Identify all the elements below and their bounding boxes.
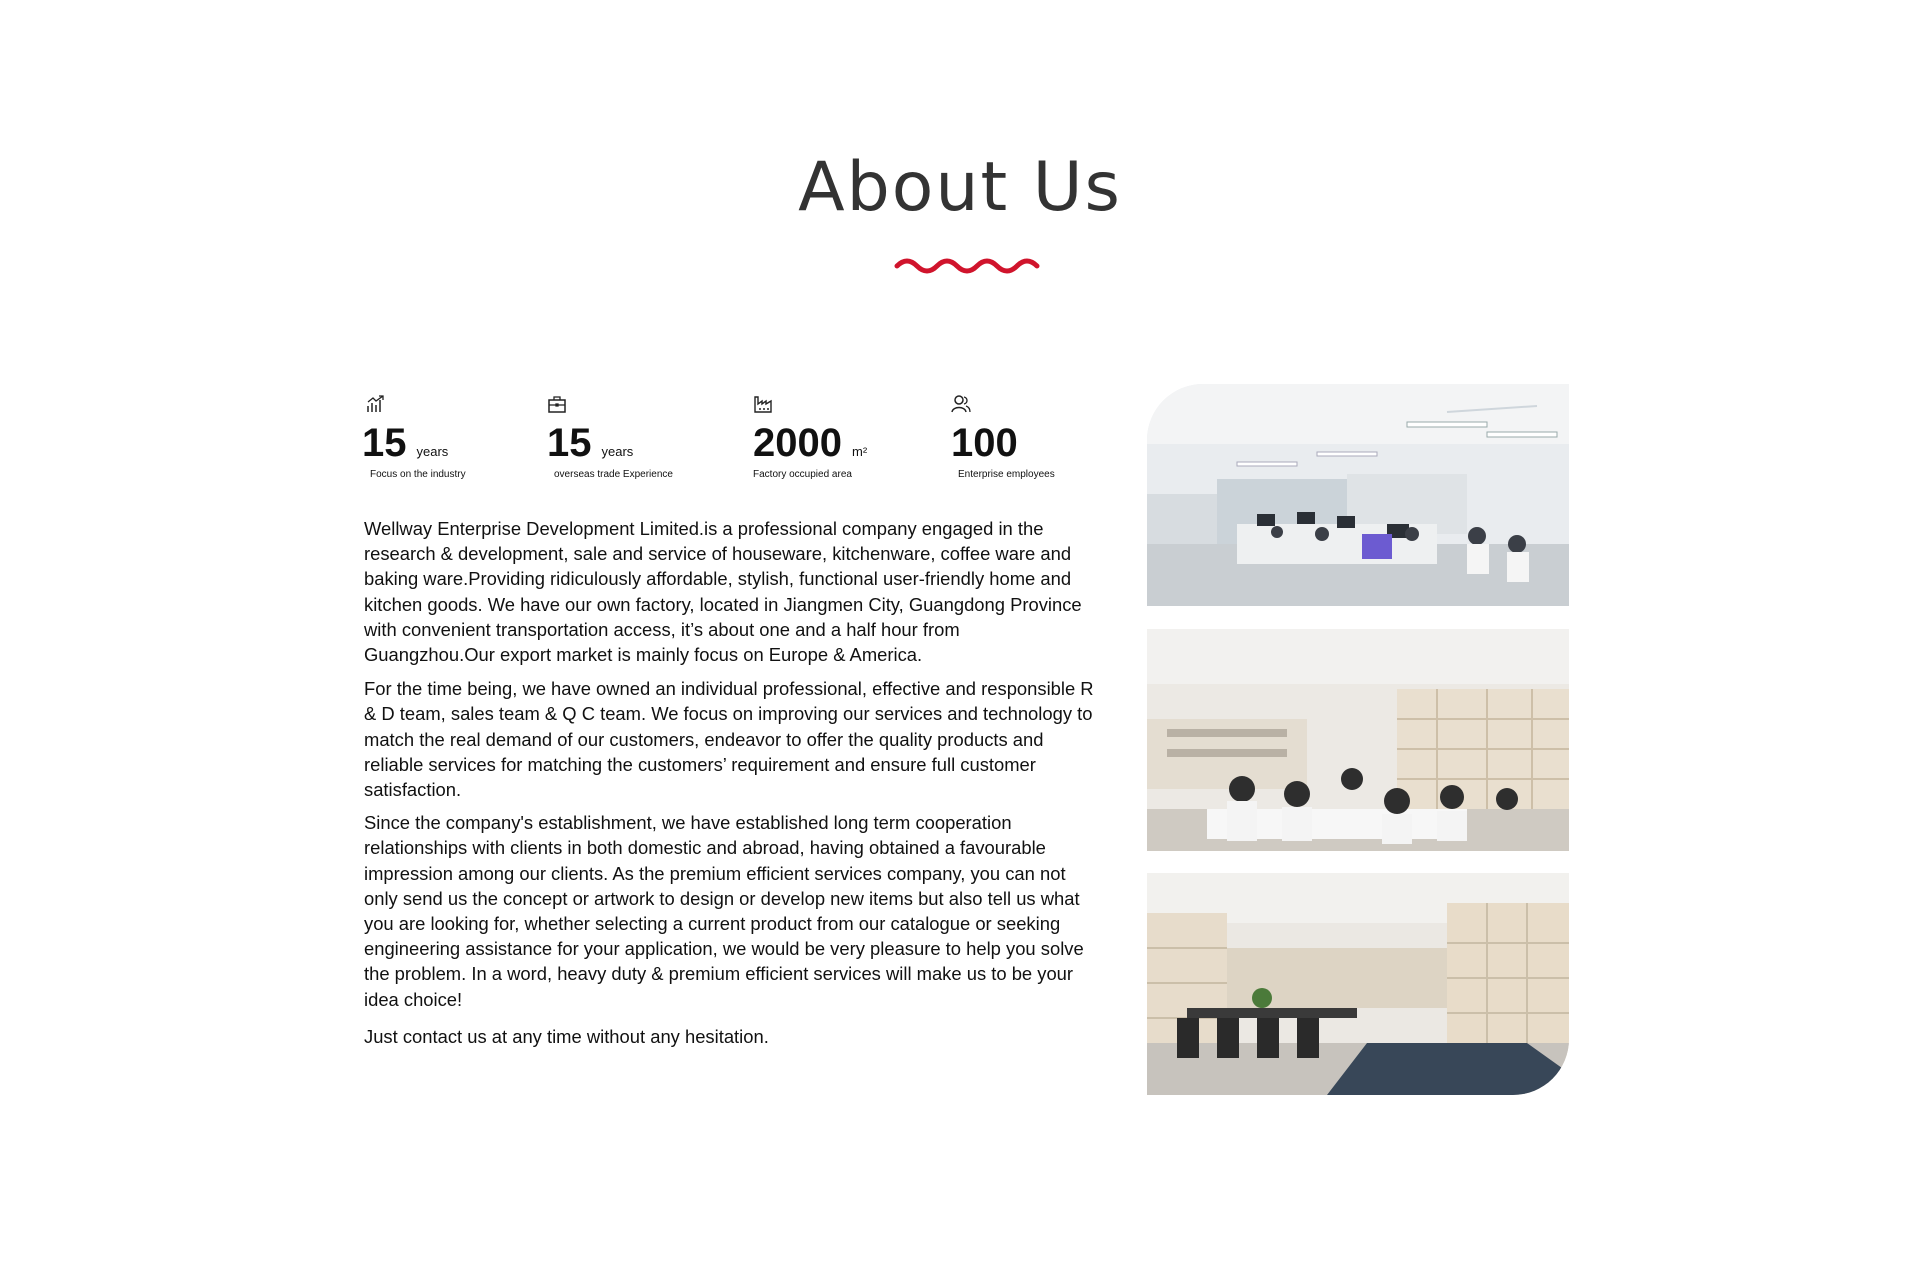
stat-unit: years bbox=[601, 444, 634, 459]
stat-value: 100 bbox=[951, 421, 1018, 465]
about-paragraph: Wellway Enterprise Development Limited.is a professional company engaged in the research & development, sale and service of houseware, kitchenware, coffee ware and baking ware.Providing ridiculously affordable, stylish, functional user-friendly home and kitchen goods. We have our own factory, located in Jiangmen City, Guangdong Province with convenient transportation access, it’s about one and a half hour from Guangzhou.Our export market is mainly focus on Europe & America. bbox=[364, 518, 1082, 666]
showroom-photo bbox=[1147, 629, 1569, 851]
stat-caption: Factory occupied area bbox=[753, 469, 852, 480]
stat-caption: Enterprise employees bbox=[958, 469, 1055, 480]
about-text bbox=[364, 516, 1094, 1049]
factory-icon bbox=[753, 394, 773, 414]
briefcase-icon bbox=[547, 394, 567, 414]
stat-caption: overseas trade Experience bbox=[554, 469, 673, 480]
chart-up-icon bbox=[366, 394, 386, 414]
office-photo bbox=[1147, 384, 1569, 606]
about-paragraph: For the time being, we have owned an individual professional, effective and responsible R & D team, sales team & Q C team. We focus on improving our services and technology to match the real demand of our customers, endeavor to offer the quality products and reliable services for matching the customers’ requirement and ensure full customer satisfaction. bbox=[364, 678, 1094, 801]
people-icon bbox=[951, 394, 971, 414]
stat-industry-years bbox=[362, 394, 466, 480]
page-title: About Us bbox=[798, 148, 1122, 227]
stat-employees bbox=[951, 394, 1055, 480]
wave-divider bbox=[894, 254, 1040, 278]
stat-unit: years bbox=[416, 444, 449, 459]
stat-factory-area bbox=[753, 394, 868, 480]
stat-value: 2000 bbox=[753, 421, 842, 465]
stat-value: 15 bbox=[547, 421, 592, 465]
about-paragraph: Just contact us at any time without any hesitation. bbox=[364, 1025, 769, 1047]
stat-unit: m² bbox=[851, 444, 868, 459]
stat-trade-years bbox=[547, 394, 673, 480]
showroom-lounge-photo bbox=[1147, 873, 1569, 1095]
about-paragraph: Since the company's establishment, we have established long term cooperation relationships with clients in both domestic and abroad, having obtained a favourable impression among our clients. As the premium efficient services company, you can not only send us the concept or artwork to design or develop new items but also tell us what you are looking for, whether selecting a current product from our catalogue or seeking engineering assistance for your application, we would be very pleasure to help you solve the problem. In a word, heavy duty & premium efficient services will make us to be your idea choice! bbox=[364, 812, 1084, 1010]
stat-caption: Focus on the industry bbox=[370, 469, 466, 480]
stat-value: 15 bbox=[362, 421, 407, 465]
